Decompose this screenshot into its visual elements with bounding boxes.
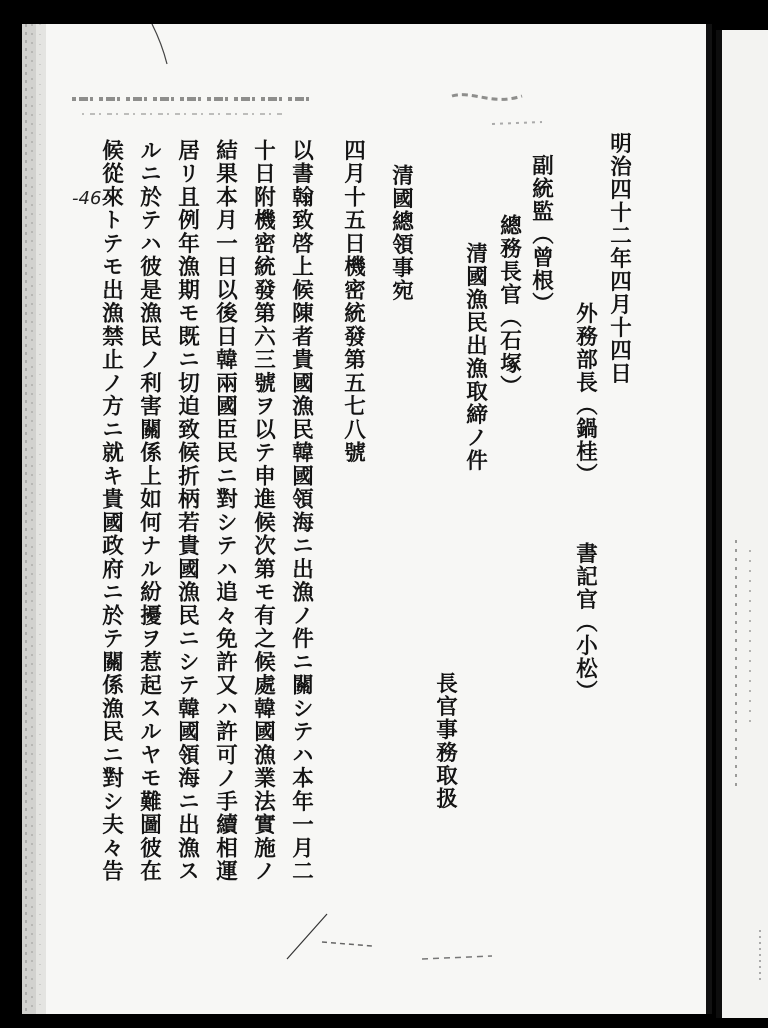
body-line: ルニ於テハ彼是漁民ノ利害關係上如何ナル紛擾ヲ惹起スルヤモ難圖彼在 xyxy=(136,139,162,883)
subject-line: 清國漁民出漁取締ノ件 xyxy=(462,242,488,472)
adjacent-page-texture xyxy=(716,30,768,1018)
clerk-line: 書記官（小松） xyxy=(572,542,598,703)
vice-resident-general-line: 副統監（曾根） xyxy=(528,154,554,315)
sender-line: 外務部長（鍋桂） xyxy=(572,302,598,486)
body-line: 結果本月一日以後日韓兩國臣民ニ對シテハ追々免許又ハ許可ノ手續相運 xyxy=(212,139,238,883)
body-line: 居リ且例年漁期モ既ニ切迫致候折柄若貴國漁民ニシテ韓國領海ニ出漁ス xyxy=(174,139,200,883)
date-line: 明治四十二年四月十四日 xyxy=(606,132,632,385)
adjacent-page-edge xyxy=(716,30,768,1018)
addressee-line: 清國總領事宛 xyxy=(388,164,414,302)
director-general-line: 總務長官（石塚） xyxy=(496,214,522,398)
body-line: 四月十五日機密統發第五七八號 xyxy=(340,139,366,465)
body-line: 十日附機密統發第六三號ヲ以テ申進候次第モ有之候處韓國漁業法實施ノ xyxy=(250,139,276,883)
body-line: 以書翰致啓上候陳者貴國漁民韓國領海ニ出漁ノ件ニ關シテハ本年一月二 xyxy=(288,139,314,883)
document-page xyxy=(22,24,712,1014)
body-line: 候從來トテモ出漁禁止ノ方ニ就キ貴國政府ニ於テ關係漁民ニ對シ夫々告 xyxy=(98,139,124,883)
page-number: -46- xyxy=(72,188,108,209)
handling-note: 長官事務取扱 xyxy=(432,672,458,810)
